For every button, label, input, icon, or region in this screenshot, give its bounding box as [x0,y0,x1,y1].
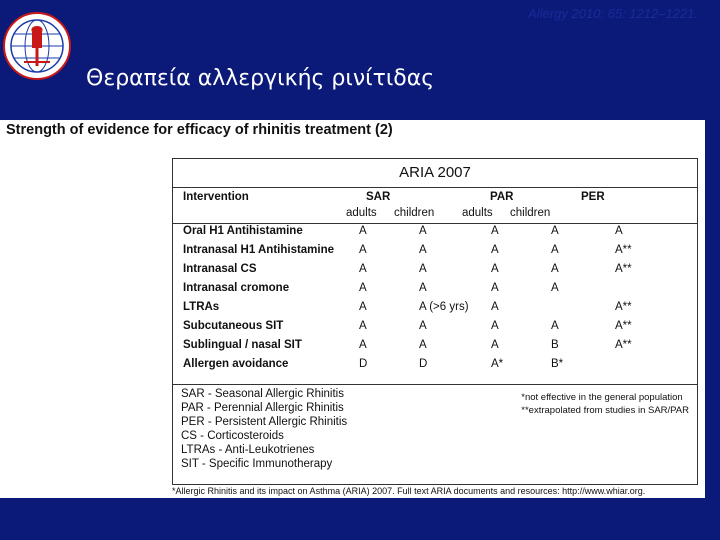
table-row [173,339,697,358]
cell-par-adults: A* [491,358,504,370]
cell-sar-children: A [419,244,427,256]
cell-sar-children: A (>6 yrs) [419,301,469,313]
table-notes [521,391,689,417]
table-row [173,244,697,263]
cell-sar-adults: A [359,263,367,275]
cell-par-children: B* [551,358,564,370]
cell-per: A** [615,339,632,351]
cell-per: A** [615,320,632,332]
table-row [173,358,697,377]
table-title: ARIA 2007 [173,159,697,188]
header-par: PAR [490,191,514,203]
slide-heading: Strength of evidence for efficacy of rhinitis treatment (2) [6,122,393,138]
header-intervention: Intervention [183,191,249,203]
abbreviation-item: CS - Corticosteroids [181,430,284,442]
cell-par-children: A [551,320,559,332]
cell-par-adults: A [491,282,499,294]
header-par-children: children [510,207,551,219]
cell-par-children: A [551,244,559,256]
cell-per: A** [615,301,632,313]
abbreviation-list [181,387,347,471]
table-row [173,301,697,320]
cell-sar-adults: A [359,282,367,294]
cell-par-children: A [551,225,559,237]
cell-par-children: B [551,339,559,351]
cell-sar-children: A [419,320,427,332]
cell-intervention: LTRAs [183,301,220,313]
cell-sar-children: D [419,358,428,370]
table-legend [173,384,697,487]
cell-par-adults: A [491,225,499,237]
source-footnote: *Allergic Rhinitis and its impact on Asthma (ARIA) 2007. Full text ARIA documents and resources: http://www.whiar.org. [172,486,646,496]
cell-intervention: Oral H1 Antihistamine [183,225,303,237]
table-row [173,282,697,301]
slide-image-panel [0,120,705,498]
cell-sar-children: A [419,339,427,351]
cell-par-adults: A [491,320,499,332]
abbreviation-item: PAR - Perennial Allergic Rhinitis [181,402,344,414]
note-item: *not effective in the general population [521,392,683,403]
table-row [173,263,697,282]
abbreviation-item: LTRAs - Anti-Leukotrienes [181,444,315,456]
cell-intervention: Intranasal H1 Antihistamine [183,244,335,256]
cell-per: A** [615,244,632,256]
evidence-table [172,158,698,485]
cell-sar-adults: D [359,358,368,370]
table-row [173,225,697,244]
abbreviation-item: SIT - Specific Immunotherapy [181,458,333,470]
cell-per: A [615,225,623,237]
cell-sar-adults: A [359,225,367,237]
cell-par-adults: A [491,301,499,313]
header-sar: SAR [366,191,391,203]
cell-intervention: Allergen avoidance [183,358,289,370]
header-par-adults: adults [462,207,493,219]
cell-sar-children: A [419,282,427,294]
note-item: **extrapolated from studies in SAR/PAR [521,405,689,416]
header-sar-adults: adults [346,207,377,219]
header-sar-children: children [394,207,435,219]
abbreviation-item: PER - Persistent Allergic Rhinitis [181,416,348,428]
cell-intervention: Intranasal cromone [183,282,290,294]
cell-sar-adults: A [359,244,367,256]
header-per: PER [581,191,605,203]
page-title: Θεραπεία αλλεργικής ρινίτιδας [86,66,435,91]
cell-par-adults: A [491,339,499,351]
cell-par-adults: A [491,263,499,275]
cell-intervention: Intranasal CS [183,263,257,275]
abbreviation-item: SAR - Seasonal Allergic Rhinitis [181,388,344,400]
cell-sar-adults: A [359,301,367,313]
cell-sar-children: A [419,263,427,275]
cell-per: A** [615,263,632,275]
cell-intervention: Sublingual / nasal SIT [183,339,302,351]
table-header [173,187,697,224]
cell-par-children: A [551,282,559,294]
table-row [173,320,697,339]
society-logo-icon [2,2,72,90]
cell-par-adults: A [491,244,499,256]
cell-sar-adults: A [359,339,367,351]
citation: Allergy 2010; 65: 1212–1221. [528,6,698,21]
cell-intervention: Subcutaneous SIT [183,320,284,332]
cell-sar-children: A [419,225,427,237]
cell-sar-adults: A [359,320,367,332]
cell-par-children: A [551,263,559,275]
